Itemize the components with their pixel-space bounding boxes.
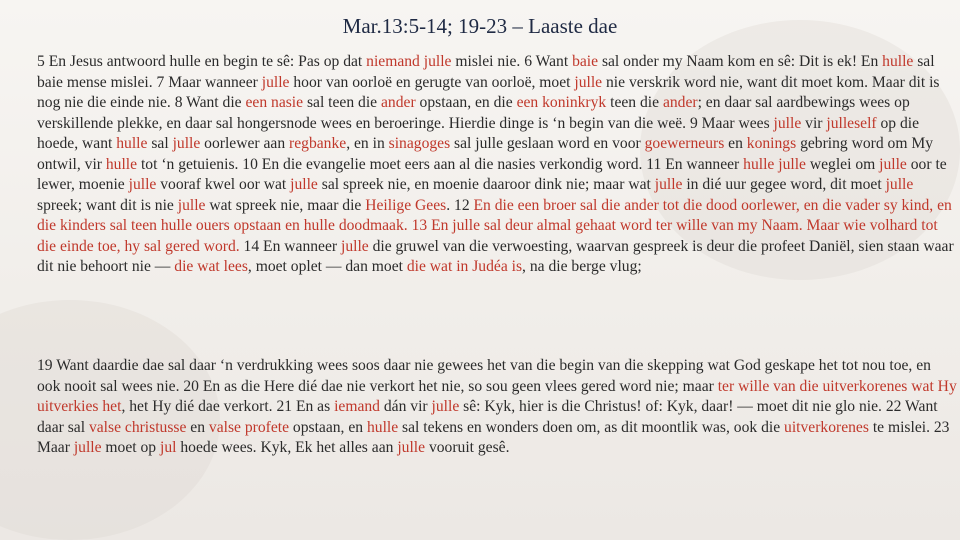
verse-text: op die hoede, want xyxy=(37,114,920,152)
highlighted-phrase: julle xyxy=(177,196,206,214)
verse-text: vooraf kwel oor wat xyxy=(156,176,291,193)
verse-text: sal xyxy=(147,135,173,152)
verse-text: vooruit gesê. xyxy=(425,439,510,456)
verse-text: die gruwel van die verwoesting, waarvan gespreek is deur die profeet Daniël, sien staan waar dit nie behoort nie — xyxy=(37,237,954,275)
verse-text: , moet oplet — dan moet xyxy=(247,258,407,275)
verse-text: oorlewer aan xyxy=(200,135,290,152)
highlighted-phrase: julle xyxy=(290,176,318,193)
verse-text: oor te lewer, moenie xyxy=(37,155,947,193)
highlighted-phrase: julle xyxy=(73,439,102,456)
highlighted-phrase: niemand julle xyxy=(366,53,452,70)
highlighted-phrase: ter wille van die uitverkorenes wat Hy uitverkies het xyxy=(37,377,957,415)
verse-text: spreek; want dit is nie xyxy=(37,196,178,214)
verse-text: 5 En Jesus antwoord hulle en begin te sê: Pas op dat xyxy=(37,53,367,70)
highlighted-phrase: hulle xyxy=(105,155,138,173)
highlighted-phrase: En die een broer sal die ander tot die dood oorlewer, en die vader sy kind, en die kinders sal teen hulle ouers opstaan en hulle doodmaak. 13 En julle sal deur almal gehaat word ter wille van my Naam. Maar wie volhard tot die einde toe, hy sal gered word. xyxy=(37,196,952,255)
highlighted-phrase: julle xyxy=(431,398,460,415)
verse-text: in dié uur gegee word, dit moet xyxy=(682,176,886,193)
highlighted-phrase: konings xyxy=(746,135,797,152)
verse-text: sal baie mense mislei. 7 Maar wanneer xyxy=(37,53,935,91)
highlighted-phrase: Heilige Gees xyxy=(365,196,447,214)
verse-text: hoede wees. Kyk, Ek het alles aan xyxy=(176,439,398,456)
highlighted-phrase: sinagoges xyxy=(388,135,451,152)
verse-text: , na die berge vlug; xyxy=(522,258,642,275)
highlighted-phrase: julle xyxy=(773,114,802,132)
page-title: Mar.13:5-14; 19-23 – Laaste dae xyxy=(342,14,618,38)
highlighted-phrase: ander xyxy=(381,94,416,111)
verse-text: mislei nie. 6 Want xyxy=(451,53,573,70)
highlighted-phrase: julle xyxy=(574,73,603,91)
highlighted-phrase: valse christusse xyxy=(88,418,187,436)
verse-text: sal spreek nie, en moenie daaroor dink nie; maar wat xyxy=(317,176,655,193)
highlighted-phrase: julle xyxy=(654,176,683,193)
highlighted-phrase: julleself xyxy=(826,114,877,132)
highlighted-phrase: julle xyxy=(879,155,907,173)
verse-text: sal teen die xyxy=(303,94,382,111)
verse-text: sal tekens en wonders doen om, as dit moontlik was, ook die xyxy=(398,418,785,436)
highlighted-phrase: julle xyxy=(340,237,369,255)
verse-text: weglei om xyxy=(805,155,880,173)
highlighted-phrase: jul xyxy=(160,439,177,456)
verse-text: gebring word om My ontwil, vir xyxy=(37,135,934,173)
verse-text: , het Hy dié dae verkort. 21 En as xyxy=(121,398,335,415)
highlighted-phrase: regbanke xyxy=(289,135,347,152)
verse-text: tot ‘n getuienis. 10 En die evangelie moet eers aan al die nasies verkondig word. 11 En wanneer xyxy=(137,155,744,173)
highlighted-phrase: een nasie xyxy=(245,94,304,111)
verse-text: wat spreek nie, maar die xyxy=(205,196,366,214)
highlighted-phrase: goewerneurs xyxy=(644,135,725,152)
verse-text: en xyxy=(186,418,209,436)
verse-text: , en in xyxy=(346,135,389,152)
highlighted-phrase: hulle julle xyxy=(743,155,806,173)
verse-text: sê: Kyk, hier is die Christus! of: Kyk, daar! — moet dit nie glo nie. 22 Want daar sal xyxy=(37,398,938,436)
highlighted-phrase: julle xyxy=(128,176,157,193)
highlighted-phrase: hulle xyxy=(116,135,148,152)
highlighted-phrase: julle xyxy=(885,176,914,193)
highlighted-phrase: julle xyxy=(397,439,426,456)
highlighted-phrase: julle xyxy=(172,135,201,152)
highlighted-phrase: julle xyxy=(261,73,290,91)
highlighted-phrase: uitverkorenes xyxy=(784,418,869,436)
highlighted-phrase: ander xyxy=(662,94,698,111)
verse-text: vir xyxy=(801,114,827,132)
verse-text: 19 Want daardie dae sal daar ‘n verdrukking wees soos daar nie gewees het van die begin van die skepping wat God geskape het tot nou toe, en ook nooit sal wees nie. 20 En as die Here dié dae nie verkort het nie, so sou geen vlees gered word nie; maar xyxy=(37,357,931,395)
passage-verses-5-14 xyxy=(37,52,957,344)
verse-text: hoor van oorloë en gerugte van oorloë, moet xyxy=(289,73,575,91)
highlighted-phrase: hulle xyxy=(366,418,399,436)
verse-text: sal julle geslaan word en voor xyxy=(450,135,645,152)
highlighted-phrase: die wat in Judéa is xyxy=(406,258,523,275)
verse-text: . 12 xyxy=(446,196,474,214)
verse-text: 14 En wanneer xyxy=(239,237,341,255)
verse-text: te mislei. 23 Maar xyxy=(37,418,950,456)
highlighted-phrase: die wat lees xyxy=(174,258,248,275)
highlighted-phrase: een koninkryk xyxy=(516,94,607,111)
verse-text: en xyxy=(724,135,747,152)
highlighted-phrase: iemand xyxy=(334,398,380,415)
verse-text: opstaan, en die xyxy=(415,94,517,111)
verse-text: sal onder my Naam kom en sê: Dit is ek! En xyxy=(598,53,883,70)
passage-verses-19-23 xyxy=(37,356,957,496)
verse-text: teen die xyxy=(606,94,663,111)
highlighted-phrase: valse profete xyxy=(208,418,290,436)
verse-text: nie verskrik word nie, want dit moet kom. Maar dit is nog nie die einde nie. 8 Want die xyxy=(37,73,940,111)
highlighted-phrase: hulle xyxy=(882,53,914,70)
highlighted-phrase: baie xyxy=(572,53,599,70)
verse-text: dán vir xyxy=(379,398,432,415)
verse-text: moet op xyxy=(101,439,161,456)
verse-text: opstaan, en xyxy=(289,418,367,436)
verse-text: ; en daar sal aardbewings wees op verskillende plekke, en daar sal hongersnode wees en beroeringe. Hierdie dinge is ‘n begin van die weë. 9 Maar wees xyxy=(37,94,910,132)
